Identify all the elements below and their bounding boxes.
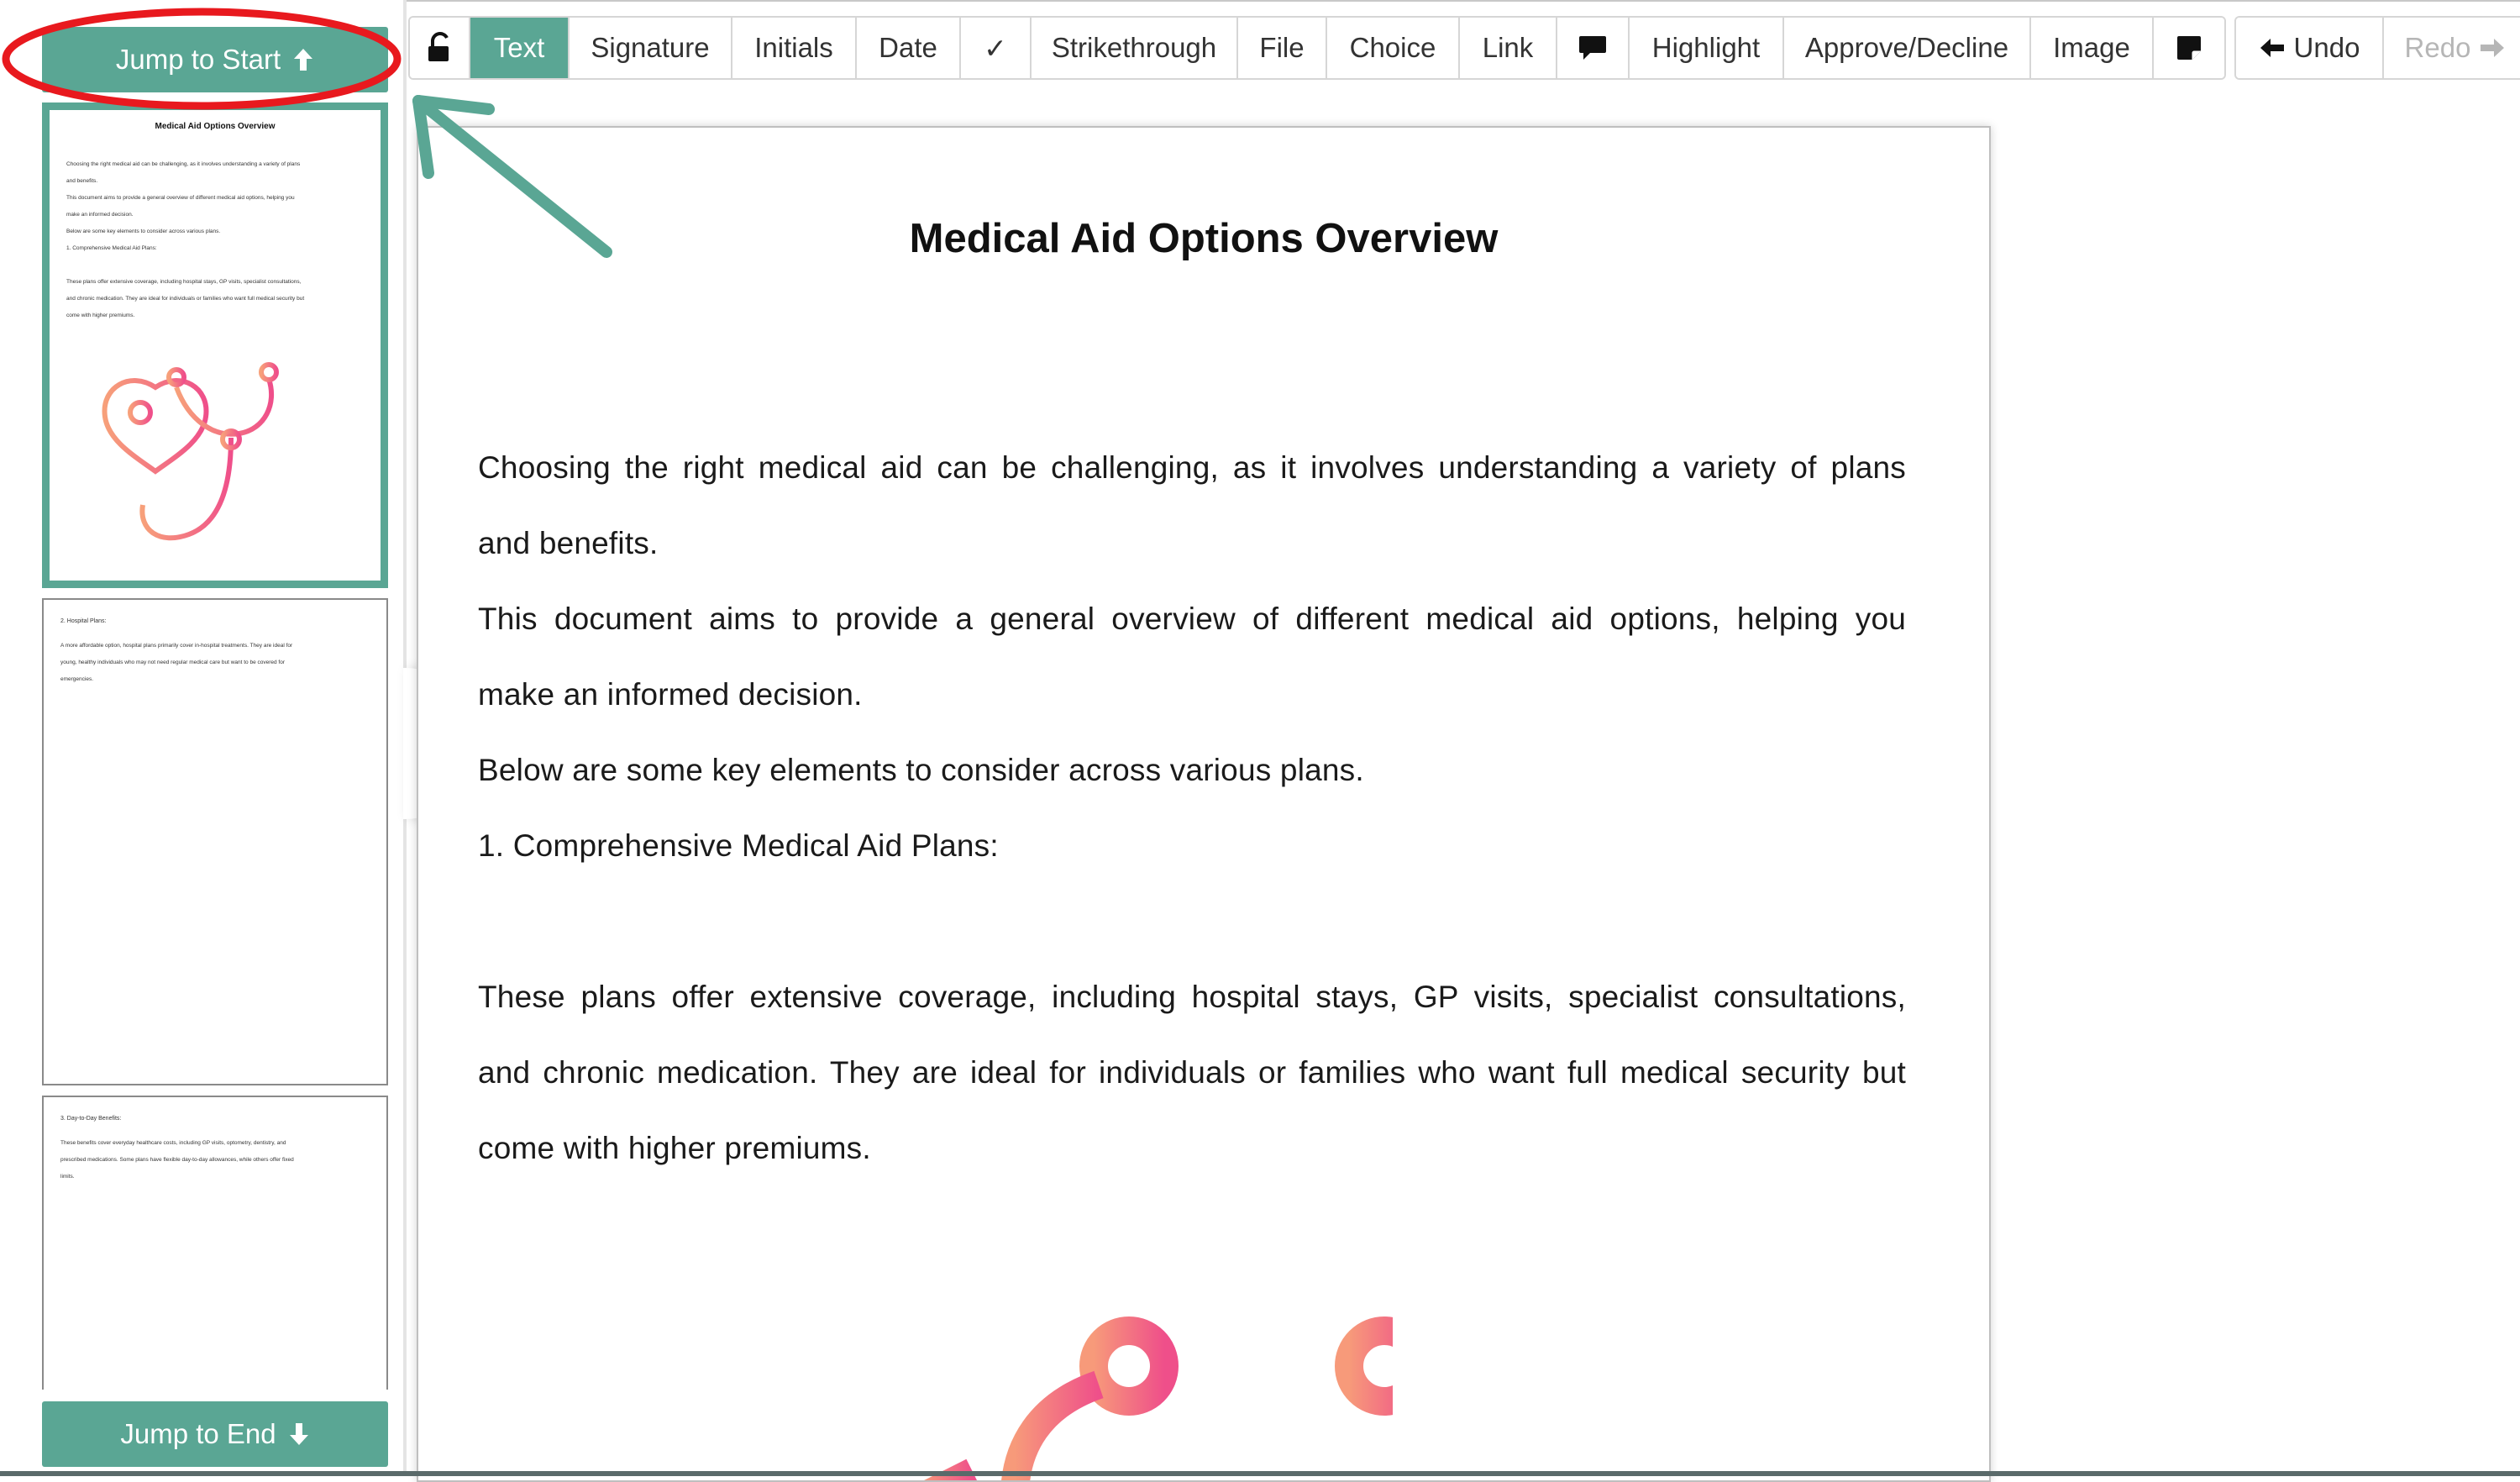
strikethrough-tool-button[interactable]: Strikethrough bbox=[1032, 18, 1238, 78]
thumbnail-line: 1. Comprehensive Medical Aid Plans: bbox=[66, 245, 157, 251]
jump-to-start-button[interactable] bbox=[42, 27, 388, 92]
checkmark-tool-button[interactable]: ✓ bbox=[961, 18, 1032, 78]
tools-group bbox=[408, 16, 2226, 80]
annotation-toolbar bbox=[408, 16, 2520, 80]
page-thumbnail-2[interactable] bbox=[42, 598, 388, 1085]
thumbnail-title: Medical Aid Options Overview bbox=[155, 122, 276, 131]
document-title: Medical Aid Options Overview bbox=[909, 216, 1499, 261]
thumbnail-line: young, healthy individuals who may not need regular medical care but want to be covered for bbox=[60, 660, 286, 665]
image-tool-button[interactable]: Image bbox=[2031, 18, 2154, 78]
date-tool-button[interactable]: Date bbox=[857, 18, 961, 78]
history-group bbox=[2234, 16, 2520, 80]
thumbnail-line bbox=[50, 257, 381, 274]
link-tool-button[interactable]: Link bbox=[1460, 18, 1557, 78]
text-tool-button[interactable]: Text bbox=[470, 18, 570, 78]
paragraph-line: make an informed decision. bbox=[478, 677, 863, 712]
arrow-down-icon bbox=[288, 1422, 310, 1447]
approve-decline-tool-button[interactable]: Approve/Decline bbox=[1784, 18, 2031, 78]
paragraph-line: and chronic medication. They are ideal for individuals or families who want full medical security but bbox=[478, 1055, 1906, 1090]
thumbnail-heading: 2. Hospital Plans: bbox=[60, 618, 107, 624]
jump-to-end-label: Jump to End bbox=[120, 1418, 276, 1449]
signature-tool-button[interactable]: Signature bbox=[570, 18, 732, 78]
page-thumbnail-panel bbox=[0, 0, 405, 1471]
thumbnail-line: These plans offer extensive coverage, including hospital stays, GP visits, specialist consultations, bbox=[66, 279, 302, 285]
thumbnail-line: make an informed decision. bbox=[66, 212, 134, 218]
thumbnail-line: Choosing the right medical aid can be challenging, as it involves understanding a variety of plans bbox=[66, 161, 301, 167]
thumbnail-heading: 3. Day-to-Day Benefits: bbox=[60, 1116, 122, 1122]
stethoscope-illustration bbox=[872, 1279, 1393, 1482]
paragraph-line: come with higher premiums. bbox=[478, 1131, 871, 1165]
file-tool-button[interactable]: File bbox=[1238, 18, 1327, 78]
paragraph-line: Choosing the right medical aid can be challenging, as it involves understanding a variety of plans bbox=[478, 450, 1906, 485]
paragraph-line: and benefits. bbox=[478, 526, 659, 560]
choice-tool-button[interactable]: Choice bbox=[1327, 18, 1460, 78]
arrow-left-icon bbox=[2259, 37, 2286, 59]
arrow-right-icon bbox=[2479, 37, 2506, 59]
paragraph-line: This document aims to provide a general overview of different medical aid options, helping you bbox=[478, 602, 1906, 636]
redo-label: Redo bbox=[2404, 32, 2471, 63]
thumbnail-line: prescribed medications. Some plans have flexible day-to-day allowances, while others offer fixed bbox=[60, 1157, 294, 1163]
thumbnail-line: A more affordable option, hospital plans primarily cover in-hospital treatments. They are ideal for bbox=[60, 643, 293, 649]
thumbnail-line: come with higher premiums. bbox=[66, 313, 135, 318]
sticky-note-icon bbox=[2176, 34, 2202, 61]
stethoscope-heart-illustration bbox=[97, 354, 315, 555]
undo-button[interactable] bbox=[2236, 18, 2384, 78]
lock-toggle-button[interactable] bbox=[410, 18, 470, 78]
thumbnail-line: This document aims to provide a general overview of different medical aid options, helping you bbox=[66, 195, 295, 201]
document-page[interactable] bbox=[417, 126, 1991, 1482]
sticky-note-tool-button[interactable] bbox=[2154, 18, 2224, 78]
bottom-border bbox=[0, 1471, 2520, 1476]
jump-to-end-button[interactable] bbox=[42, 1401, 388, 1467]
highlight-tool-button[interactable]: Highlight bbox=[1630, 18, 1784, 78]
page-thumbnail-3[interactable] bbox=[42, 1096, 388, 1390]
thumbnail-line: These benefits cover everyday healthcare costs, including GP visits, optometry, dentistry, and bbox=[60, 1140, 286, 1146]
paragraph-line: These plans offer extensive coverage, including hospital stays, GP visits, specialist consultations, bbox=[478, 980, 1906, 1014]
section-heading: 1. Comprehensive Medical Aid Plans: bbox=[478, 828, 999, 863]
paragraph-line: Below are some key elements to consider across various plans. bbox=[478, 753, 1364, 787]
thumbnail-line: emergencies. bbox=[60, 676, 94, 682]
undo-label: Undo bbox=[2293, 32, 2360, 63]
page-thumbnail-1[interactable] bbox=[42, 102, 388, 588]
redo-button[interactable] bbox=[2384, 18, 2520, 78]
initials-tool-button[interactable]: Initials bbox=[732, 18, 857, 78]
comment-icon bbox=[1578, 34, 1607, 61]
thumbnail-line: limits. bbox=[60, 1174, 75, 1180]
unlock-icon bbox=[425, 31, 454, 65]
thumbnail-line: and chronic medication. They are ideal for individuals or families who want full medical security but bbox=[66, 296, 305, 302]
thumbnail-line: Below are some key elements to consider across various plans. bbox=[66, 229, 221, 234]
comment-tool-button[interactable] bbox=[1557, 18, 1630, 78]
jump-to-start-label: Jump to Start bbox=[115, 44, 281, 75]
arrow-up-icon bbox=[292, 47, 314, 72]
thumbnail-line: and benefits. bbox=[66, 178, 98, 184]
